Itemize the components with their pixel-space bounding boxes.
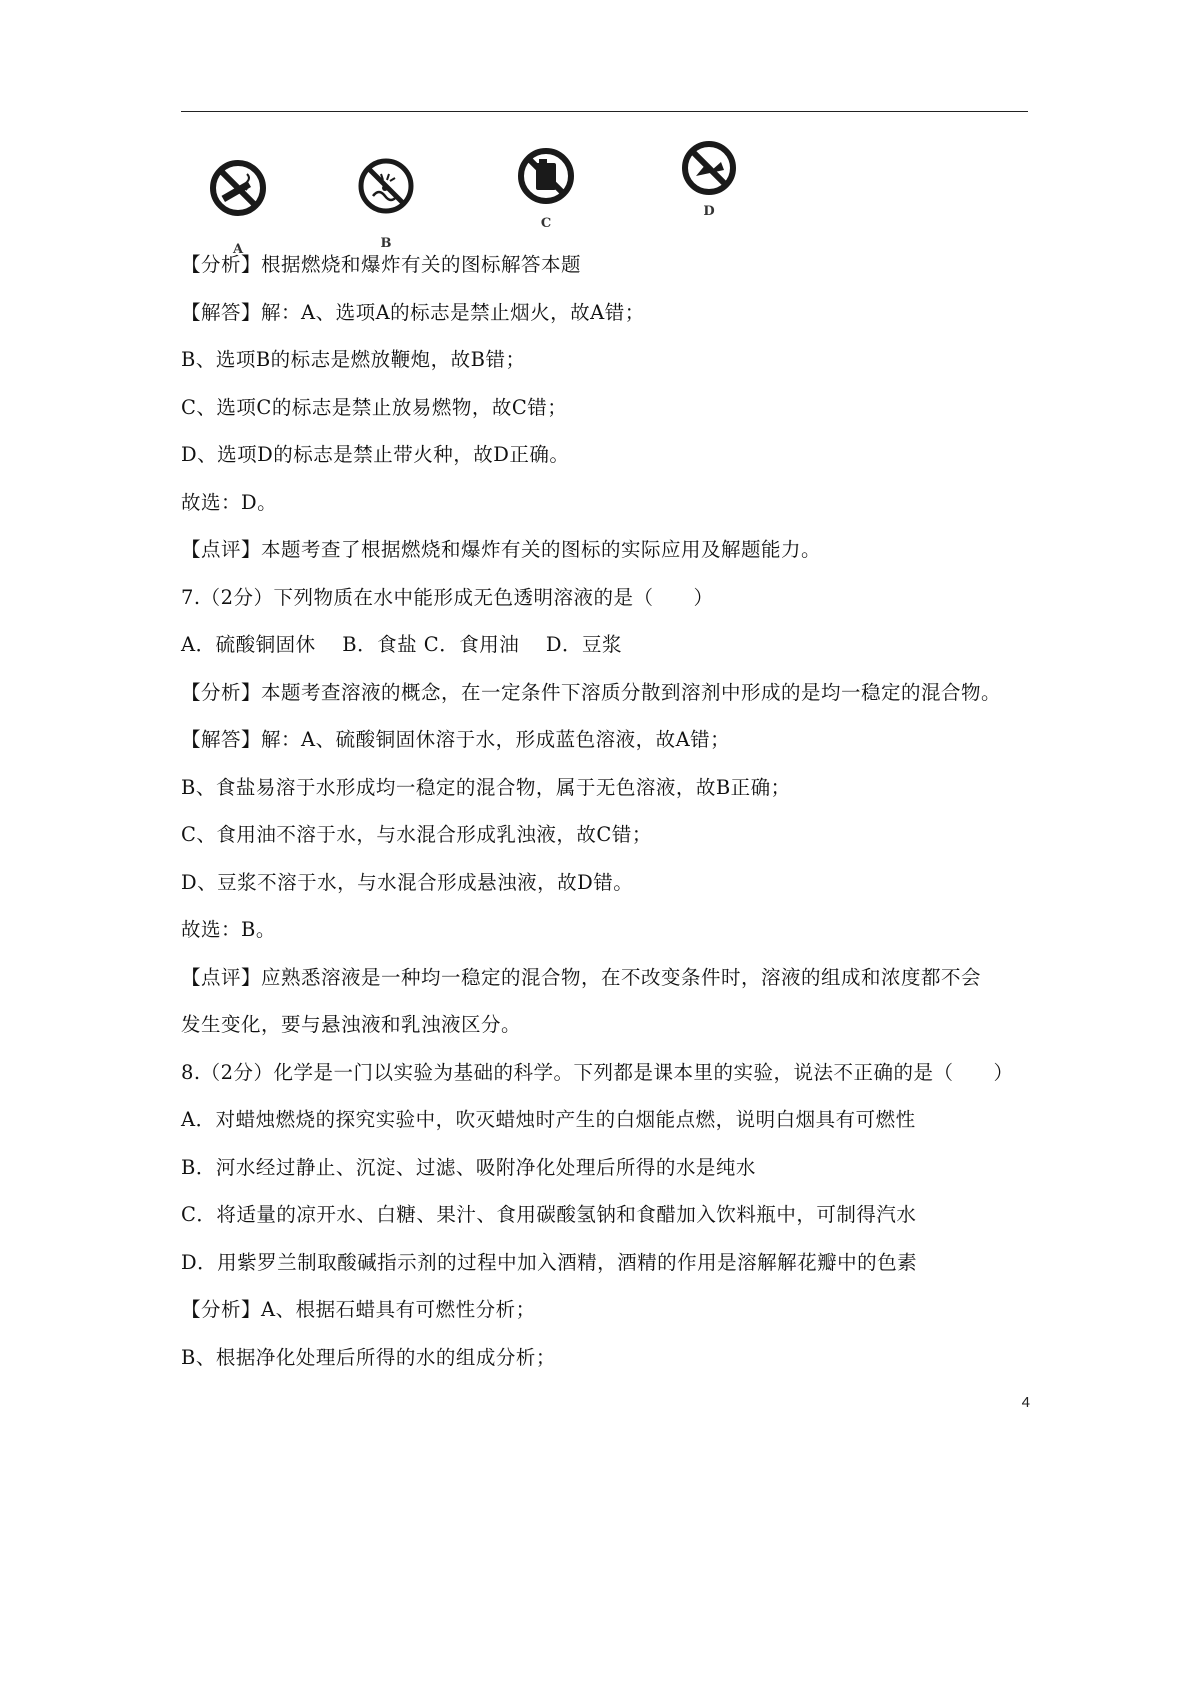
text-line: D、豆浆不溶于水，与水混合形成悬浊液，故D错。 — [181, 870, 634, 894]
question-8-option-b: B．河水经过静止、沉淀、过滤、吸附净化处理后所得的水是纯水 — [181, 1155, 756, 1179]
page-number: 4 — [1021, 1394, 1030, 1411]
answer-text-body — [181, 248, 1028, 1388]
question-7-stem: 7.（2分）下列物质在水中能形成无色透明溶液的是（ ） — [181, 585, 714, 609]
text-line: B、食盐易溶于水形成均一稳定的混合物，属于无色溶液，故B正确； — [181, 775, 791, 799]
no-smoking-icon — [203, 158, 273, 218]
text-line: 【点评】本题考查了根据燃烧和爆炸有关的图标的实际应用及解题能力。 — [181, 538, 822, 561]
question-7-options: A．硫酸铜固休 B．食盐 C．食用油 D．豆浆 — [181, 633, 623, 656]
question-8-option-a: A．对蜡烛燃烧的探究实验中，吹灭蜡烛时产生的白烟能点燃，说明白烟具有可燃性 — [181, 1108, 916, 1131]
prohibition-signs-figure — [181, 140, 1028, 257]
question-8-stem: 8.（2分）化学是一门以实验为基础的科学。下列都是课本里的实验，说法不正确的是（ ） — [181, 1060, 1014, 1084]
no-open-flame-icon — [674, 140, 744, 200]
text-line: 【分析】A、根据石蜡具有可燃性分析； — [181, 1298, 536, 1321]
text-line: 【分析】本题考查溶液的概念，在一定条件下溶质分散到溶剂中形成的是均一稳定的混合物。 — [181, 680, 1002, 704]
sign-letter-b: B — [380, 236, 392, 251]
sign-b — [351, 156, 421, 256]
text-line: B、根据净化处理后所得的水的组成分析； — [181, 1345, 556, 1369]
question-8-option-d: D．用紫罗兰制取酸碱指示剂的过程中加入酒精，酒精的作用是溶解解花瓣中的色素 — [181, 1250, 918, 1274]
text-line: 故选：B。 — [181, 918, 276, 941]
text-line: 【点评】应熟悉溶液是一种均一稳定的混合物，在不改变条件时，溶液的组成和浓度都不会 — [181, 965, 982, 989]
text-line: 故选：D。 — [181, 490, 278, 514]
text-line: C、选项C的标志是禁止放易燃物，故C错； — [181, 395, 568, 419]
header-rule — [181, 111, 1028, 112]
sign-letter-d: D — [703, 204, 715, 219]
no-flammable-materials-icon — [511, 146, 581, 206]
sign-a — [203, 158, 273, 258]
sign-d — [674, 140, 744, 240]
question-8-option-c: C．将适量的凉开水、白糖、果汁、食用碳酸氢钠和食醋加入饮料瓶中，可制得汽水 — [181, 1203, 917, 1226]
no-fireworks-icon — [351, 156, 421, 216]
sign-letter-a: A — [232, 242, 244, 257]
text-line: C、食用油不溶于水，与水混合形成乳浊液，故C错； — [181, 823, 652, 846]
text-line: 【解答】解：A、硫酸铜固休溶于水，形成蓝色溶液，故A错； — [181, 728, 731, 751]
text-line: 【分析】根据燃烧和爆炸有关的图标解答本题 — [181, 253, 582, 276]
text-line: 【解答】解：A、选项A的标志是禁止烟火，故A错； — [181, 300, 645, 324]
text-line: B、选项B的标志是燃放鞭炮，故B错； — [181, 348, 526, 371]
text-line: 发生变化，要与悬浊液和乳浊液区分。 — [181, 1013, 522, 1036]
sign-letter-c: C — [540, 216, 552, 231]
text-line: D、选项D的标志是禁止带火种，故D正确。 — [181, 443, 570, 466]
sign-c — [511, 146, 581, 246]
